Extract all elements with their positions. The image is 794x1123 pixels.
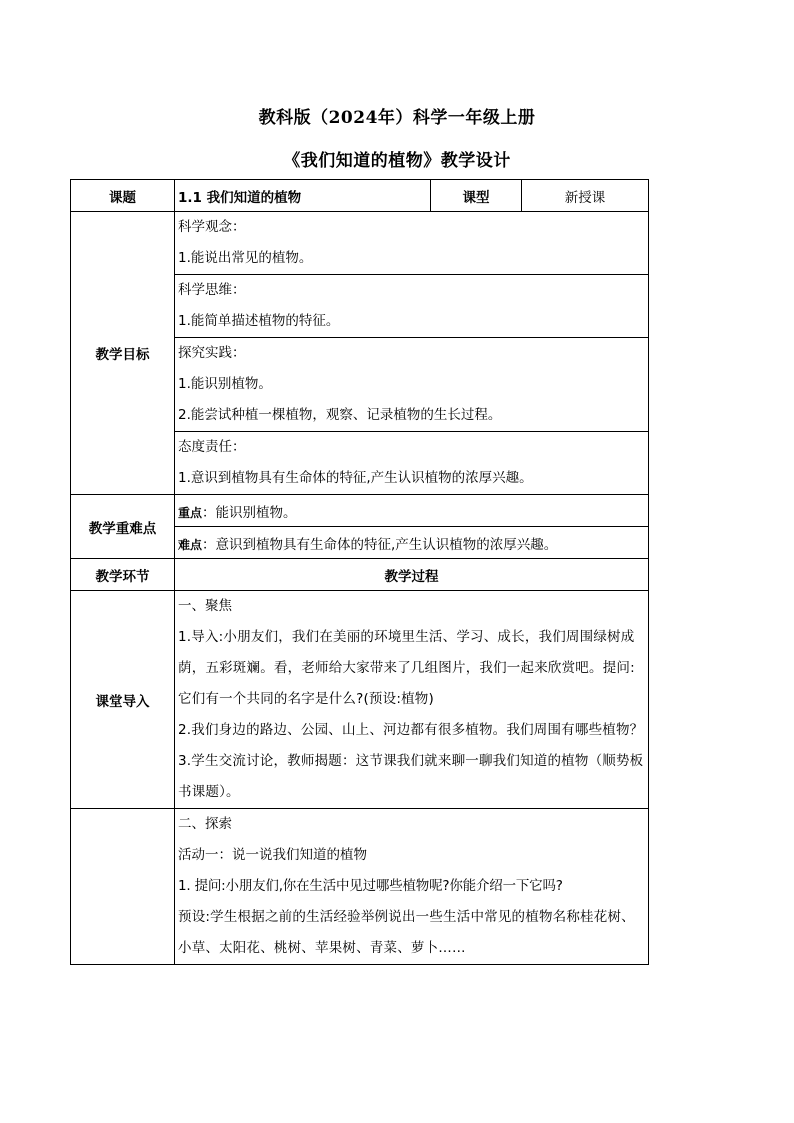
process-header-row: [71, 559, 649, 591]
process-label: 教学过程: [175, 559, 649, 591]
type-value: 新授课: [522, 180, 649, 212]
objectives-row-1: [71, 212, 649, 275]
objective-item: 1.能说出常见的植物。: [178, 250, 313, 266]
difficult-text: ：意识到植物具有生命体的特征,产生认识植物的浓厚兴趣。: [202, 536, 558, 553]
topic-row: [71, 180, 649, 212]
intro-row: [71, 591, 649, 809]
intro-heading: 一、聚焦: [178, 598, 232, 614]
explore-paragraph-1: 1. 提问:小朋友们,你在生活中见过哪些植物呢?你能介绍一下它吗?: [178, 878, 563, 894]
objective-heading: 探究实践：: [178, 345, 246, 361]
topic-value: 1.1 我们知道的植物: [175, 180, 431, 212]
explore-content: [175, 809, 649, 965]
key-text: ：能识别植物。: [202, 504, 297, 521]
stage-label: 教学环节: [71, 559, 175, 591]
objective-item: 1.能简单描述植物的特征。: [178, 313, 340, 329]
objective-heading: 科学思维：: [178, 282, 246, 298]
intro-paragraph-1: 1.导入:小朋友们，我们在美丽的环境里生活、学习、成长，我们周围绿树成荫，五彩斑斓。看，老师给大家带来了几组图片，我们一起来欣赏吧。提问:它们有一个共同的名字是什么?(预设:植物): [178, 629, 635, 707]
document-subtitle: 《我们知道的植物》教学设计: [283, 151, 511, 171]
objective-heading: 科学观念：: [178, 219, 246, 235]
key-points-label: 教学重难点: [71, 495, 175, 559]
intro-paragraph-3: 3.学生交流讨论，教师揭题：这节课我们就来聊一聊我们知道的植物（顺势板书课题）。: [178, 753, 644, 800]
objective-heading: 态度责任：: [178, 439, 246, 455]
objective-section-1: [175, 212, 649, 275]
type-label: 课型: [431, 180, 522, 212]
explore-row: [71, 809, 649, 965]
intro-paragraph-2: 2.我们身边的路边、公园、山上、河边都有很多植物。我们周围有哪些植物？: [178, 722, 644, 738]
intro-label: 课堂导入: [71, 591, 175, 809]
objective-section-4: [175, 432, 649, 495]
document-title: 教科版（2024年）科学一年级上册: [258, 108, 536, 128]
objective-item: 1.能识别植物。: [178, 376, 272, 392]
key-points-row-1: [71, 495, 649, 527]
difficult-tag: 难点: [178, 537, 203, 552]
explore-heading: 二、探索: [178, 816, 232, 832]
objective-section-2: [175, 275, 649, 338]
objectives-label: 教学目标: [71, 212, 175, 495]
explore-paragraph-2: 预设:学生根据之前的生活经验举例说出一些生活中常见的植物名称桂花树、小草、太阳花、桃树、苹果树、青菜、萝卜……: [178, 909, 635, 956]
difficult-point: [175, 527, 649, 559]
topic-label: 课题: [71, 180, 175, 212]
explore-activity: 活动一：说一说我们知道的植物: [178, 847, 367, 863]
intro-content: [175, 591, 649, 809]
objective-section-3: [175, 338, 649, 432]
key-point: [175, 495, 649, 527]
key-tag: 重点: [178, 505, 203, 520]
objective-item: 1.意识到植物具有生命体的特征,产生认识植物的浓厚兴趣。: [178, 470, 533, 486]
lesson-plan-table: [70, 179, 649, 965]
explore-label: [71, 809, 175, 965]
objective-item: 2.能尝试种植一棵植物，观察、记录植物的生长过程。: [178, 407, 502, 423]
